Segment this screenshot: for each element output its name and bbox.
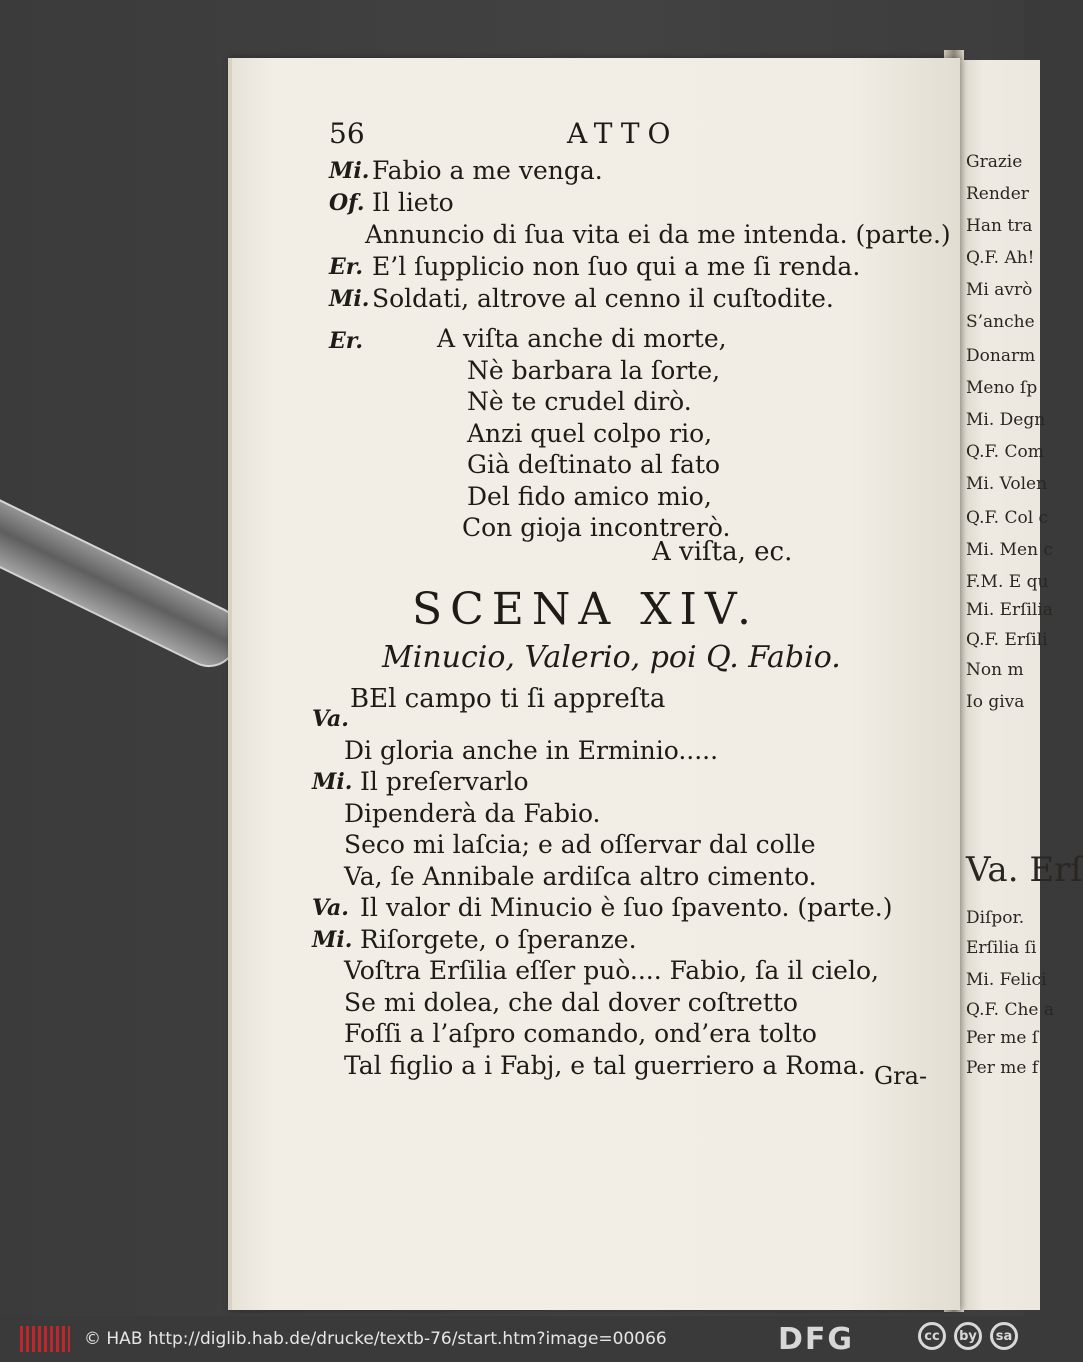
verse-text: Soldati, altrove al cenno il cuſtodite.: [372, 284, 834, 313]
facing-page-fragment: F.M. E qu: [966, 572, 1049, 592]
facing-page-fragment: Q.F. Com: [966, 442, 1044, 462]
verse-text: Il preſervarlo: [360, 767, 529, 796]
facing-page-fragment: Mi. Degn: [966, 410, 1046, 430]
facing-page-fragment: Q.F. Ah!: [966, 248, 1035, 268]
facing-page-fragment: Mi. Volen: [966, 474, 1048, 494]
facing-page-fragment: Render: [966, 184, 1029, 204]
speaker-label: Mi.: [312, 769, 353, 795]
facing-page-fragment: Va. Erſ: [966, 850, 1083, 890]
facing-page-fragment: Han tra: [966, 216, 1033, 236]
verse-text: Va, ſe Annibale ardiſca altro cimento.: [344, 861, 817, 891]
facing-page-fragment: Io giva: [966, 692, 1025, 712]
speaker-label: Of.: [329, 190, 365, 216]
facing-page-fragment: Non m: [966, 660, 1024, 680]
facing-page-fragment: Mi. Felici: [966, 970, 1047, 990]
verse-text: Seco mi laſcia; e ad oſſervar dal colle: [344, 830, 816, 859]
aria-da-capo: A viſta, ec.: [652, 537, 793, 567]
scene-characters: Minucio, Valerio, poi Q. Fabio.: [382, 640, 841, 675]
verse-text: Fabio a me venga.: [372, 156, 603, 185]
verse-text: Dipenderà da Fabio.: [344, 798, 601, 828]
speaker-label: Va.: [312, 895, 349, 921]
facing-page-fragment: Grazie: [966, 152, 1023, 172]
facing-page-fragment: Mi avrò: [966, 280, 1033, 300]
facing-page-fragment: S’anche: [966, 312, 1035, 332]
running-head: ATTO: [567, 117, 679, 150]
verse-text: Nè barbara la ſorte,: [467, 355, 721, 385]
verse-text: BEl campo ti ſi appreſta: [350, 684, 666, 714]
facing-page-fragment: Per me ſ: [966, 1028, 1039, 1048]
verse-text: Già deſtinato al fato: [467, 450, 721, 479]
facing-page-fragment: Q.F. Erſili: [966, 630, 1048, 650]
verse-text: Se mi dolea, che dal dover coſtretto: [344, 987, 798, 1017]
speaker-label: Va.: [312, 706, 349, 732]
facing-page-fragment: Erſilia ſi: [966, 938, 1037, 958]
page-number: 56: [329, 117, 365, 150]
facing-page-fragment: Per me f: [966, 1058, 1039, 1078]
speaker-label: Mi.: [329, 286, 370, 312]
facing-page-fragment: Mi. Erſilia: [966, 600, 1053, 620]
speaker-label: Er.: [329, 254, 363, 280]
facing-page-fragment: Q.F. Col c: [966, 508, 1049, 528]
facing-page: [960, 60, 1083, 1310]
hab-logo-icon: [20, 1326, 70, 1352]
verse-text: A viſta anche di morte,: [437, 324, 727, 353]
sa-license-icon: sa: [990, 1322, 1018, 1350]
verse-text: Voſtra Erſilia eſſer può.... Fabio, ſa il cielo,: [344, 956, 879, 985]
book-page: [228, 58, 960, 1310]
facing-page-fragment: Q.F. Che a: [966, 1000, 1055, 1020]
glass-page-weight: [0, 470, 249, 677]
verse-text: Nè te crudel dirò.: [467, 387, 692, 416]
copyright-credit[interactable]: © HAB http://diglib.hab.de/drucke/textb-76/start.htm?image=00066: [84, 1329, 667, 1349]
by-license-icon: by: [954, 1322, 982, 1350]
dfg-logo: DFG: [778, 1322, 855, 1357]
facing-page-fragment: Mi. Men c: [966, 540, 1053, 560]
verse-text: Con gioja incontrerò.: [462, 513, 731, 542]
facing-page-fragment: Meno ſp: [966, 378, 1038, 398]
verse-text: Il valor di Minucio è ſuo ſpavento. (parte.): [360, 893, 893, 922]
viewer-footer: [0, 1316, 1024, 1362]
verse-text: Annuncio di ſua vita ei da me intenda. (parte.): [365, 220, 951, 249]
facing-page-fragment: Donarm: [966, 346, 1036, 366]
verse-text: Tal figlio a i Fabj, e tal guerriero a Roma.: [344, 1050, 866, 1080]
verse-text: Il lieto: [372, 188, 454, 217]
verse-text: Anzi quel colpo rio,: [467, 418, 713, 448]
cc-license-icon: cc: [918, 1322, 946, 1350]
verse-text: Foſſi a l’aſpro comando, ond’era tolto: [344, 1019, 817, 1048]
verse-text: E’l ſupplicio non ſuo qui a me ſi renda.: [372, 252, 861, 281]
aria-speaker: Er.: [329, 328, 363, 354]
catchword: Gra-: [874, 1062, 928, 1090]
verse-text: Del fido amico mio,: [467, 481, 712, 511]
scene-title: SCENA XIV.: [412, 584, 759, 635]
verse-text: Riſorgete, o ſperanze.: [360, 924, 637, 954]
speaker-label: Mi.: [329, 158, 370, 184]
facing-page-fragment: Diſpor.: [966, 908, 1025, 928]
speaker-label: Mi.: [312, 926, 353, 953]
verse-text: Di gloria anche in Erminio.....: [344, 735, 719, 765]
